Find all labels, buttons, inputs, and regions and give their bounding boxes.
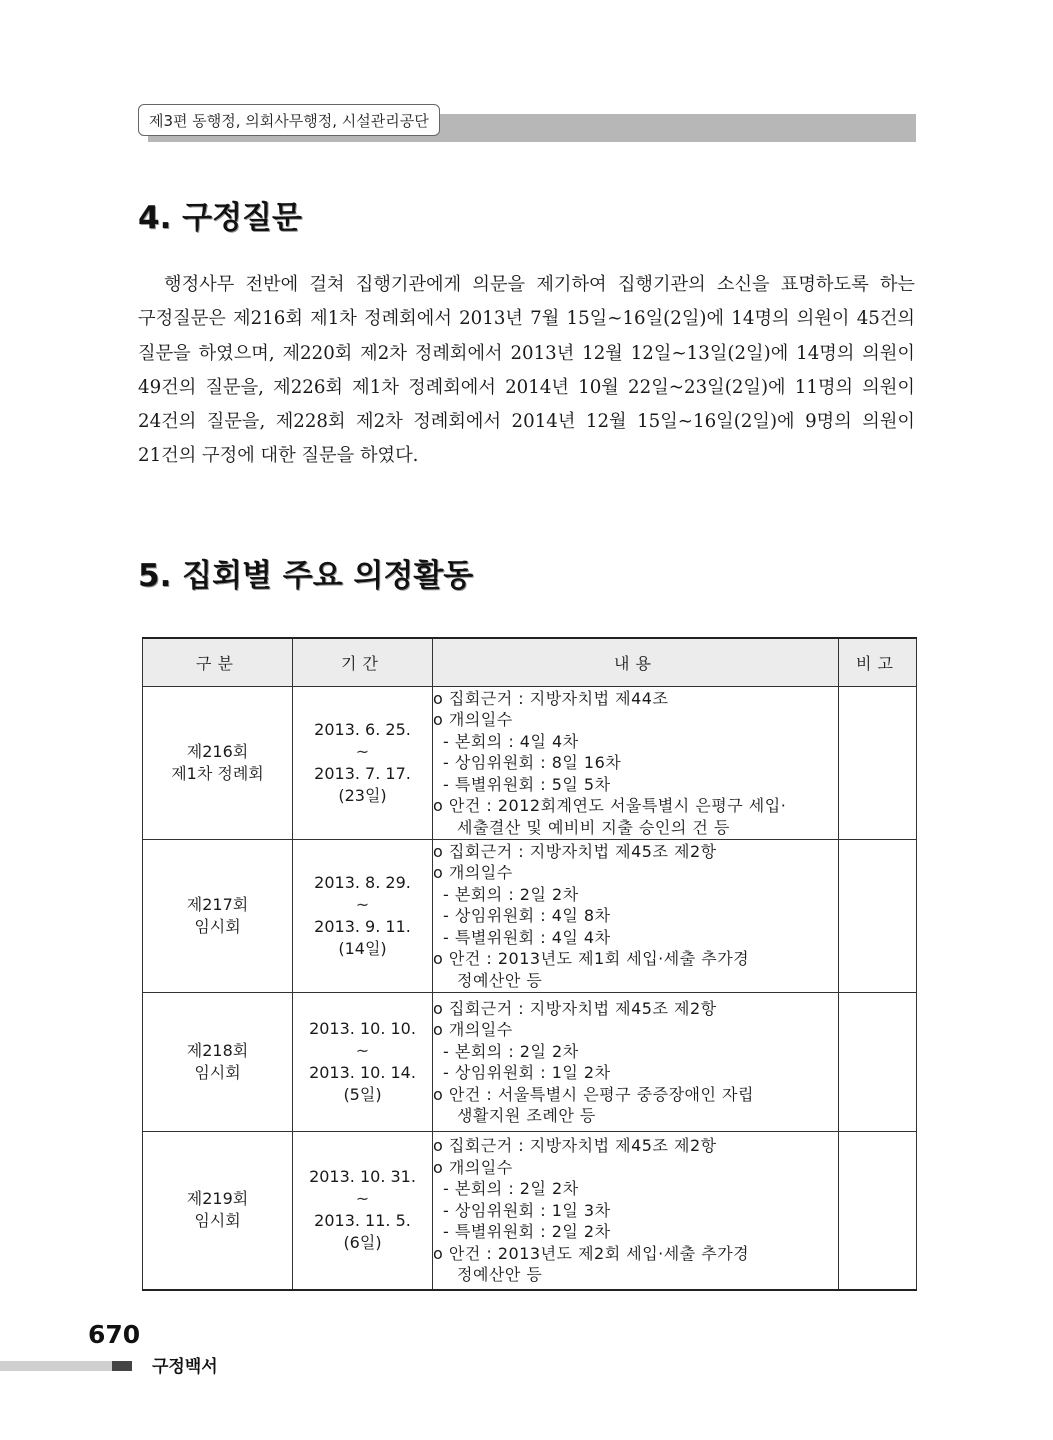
session-cell [143, 1132, 293, 1290]
period-start: 2013. 6. 25. [314, 720, 411, 739]
period-start: 2013. 10. 31. [309, 1167, 416, 1187]
footer-dark-marker [112, 1361, 132, 1371]
period-start: 2013. 8. 29. [314, 873, 411, 892]
session-cell [143, 840, 293, 993]
table-row [143, 1132, 917, 1290]
period-days: (14일) [338, 939, 387, 958]
session-number: 제218회 [186, 1041, 249, 1060]
footer-book-title: 구정백서 [152, 1357, 218, 1377]
content-cell [433, 840, 839, 993]
content-line: o 집회근거 : 지방자치법 제45조 제2항 [433, 1136, 717, 1155]
period-end: 2013. 10. 14. [309, 1063, 416, 1082]
column-header-content: 내용 [433, 638, 839, 687]
content-line: 생활지원 조례안 등 [457, 1106, 596, 1125]
column-header-note: 비고 [839, 638, 917, 687]
period-end: 2013. 7. 17. [314, 764, 411, 783]
period-tilde: ~ [355, 1189, 370, 1209]
chapter-label: 제3편 동행정, 의회사무행정, 시설관리공단 [138, 104, 440, 136]
session-number: 제217회 [186, 895, 249, 914]
table-row [143, 993, 917, 1132]
session-type: 임시회 [194, 1211, 241, 1231]
session-number: 제219회 [186, 1189, 249, 1209]
note-cell [839, 840, 917, 993]
content-line: o 안건 : 2013년도 제1회 세입·세출 추가경 [433, 949, 750, 969]
content-line: o 안건 : 2012회계연도 서울특별시 은평구 세입· [433, 796, 787, 816]
content-line: 정예산안 등 [457, 1265, 543, 1284]
content-line: o 안건 : 2013년도 제2회 세입·세출 추가경 [433, 1243, 750, 1263]
column-header-category: 구분 [143, 638, 293, 687]
content-line: - 본회의 : 2일 2차 [443, 1041, 579, 1061]
session-number: 제216회 [186, 742, 249, 761]
session-cell [143, 687, 293, 840]
content-line: - 특별위원회 : 2일 2차 [443, 1222, 611, 1241]
content-line: o 집회근거 : 지방자치법 제45조 제2항 [433, 998, 717, 1018]
content-line: - 본회의 : 2일 2차 [443, 1179, 579, 1198]
period-end: 2013. 9. 11. [314, 917, 411, 936]
column-header-period: 기간 [293, 638, 433, 687]
content-line: o 개의일수 [433, 1157, 513, 1177]
footer-gray-bar [0, 1361, 112, 1371]
period-cell [293, 687, 433, 840]
table-header-row [143, 638, 917, 687]
period-cell [293, 1132, 433, 1290]
note-cell [839, 1132, 917, 1290]
period-days: (5일) [343, 1085, 382, 1104]
content-line: o 개의일수 [433, 1020, 513, 1039]
content-line: o 개의일수 [433, 710, 513, 730]
period-tilde: ~ [355, 742, 370, 761]
section-4-title: 4. 구정질문 [138, 200, 302, 236]
content-cell [433, 993, 839, 1132]
content-line: o 안건 : 서울특별시 은평구 중증장애인 자립 [433, 1084, 754, 1104]
table-row [143, 840, 917, 993]
page-number: 670 [88, 1320, 141, 1349]
content-line: o 집회근거 : 지방자치법 제44조 [433, 688, 669, 708]
period-days: (23일) [338, 786, 387, 805]
period-start: 2013. 10. 10. [309, 1019, 416, 1038]
content-line: 정예산안 등 [457, 970, 543, 990]
session-activity-table [142, 637, 917, 1291]
content-cell [433, 687, 839, 840]
session-type: 임시회 [194, 1063, 241, 1082]
content-line: 세출결산 및 예비비 지출 승인의 건 등 [457, 817, 730, 837]
period-cell [293, 993, 433, 1132]
note-cell [839, 993, 917, 1132]
content-line: - 상임위원회 : 4일 8차 [443, 906, 611, 926]
content-line: - 상임위원회 : 8일 16차 [443, 753, 622, 773]
content-line: - 본회의 : 2일 2차 [443, 884, 579, 904]
content-line: o 집회근거 : 지방자치법 제45조 제2항 [433, 841, 717, 861]
period-tilde: ~ [355, 895, 370, 914]
session-type: 임시회 [194, 917, 241, 936]
content-line: - 상임위원회 : 1일 2차 [443, 1063, 611, 1082]
section-5-title: 5. 집회별 주요 의정활동 [138, 558, 474, 594]
period-days: (6일) [343, 1233, 382, 1253]
content-line: o 개의일수 [433, 863, 513, 883]
session-cell [143, 993, 293, 1132]
note-cell [839, 687, 917, 840]
content-cell [433, 1132, 839, 1290]
period-end: 2013. 11. 5. [314, 1211, 411, 1231]
content-line: - 특별위원회 : 5일 5차 [443, 774, 611, 794]
content-line: - 상임위원회 : 1일 3차 [443, 1200, 611, 1220]
table-row [143, 687, 917, 840]
period-tilde: ~ [355, 1041, 370, 1060]
content-line: - 본회의 : 4일 4차 [443, 731, 579, 751]
section-4-body: 행정사무 전반에 걸쳐 집행기관에게 의문을 제기하여 집행기관의 소신을 표명하도록 하는 구정질문은 제216회 제1차 정례회에서 2013년 7월 15일∼16일(2일)에 14명의 의원이 45건의 질문을 하였으며, 제220회 제2차 정례회에서 2013년 12월 12일∼13일(2일)에 14명의 의원이 49건의 질문을, 제226회 제1차 정례회에서 2014년 10월 22일~23일(2일)에 11명의 의원이 24건의 질문을, 제228회 제2차 정례회에서 2014년 12월 15일∼16일(2일)에 9명의 의원이 21건의 구정에 대한 질문을 하였다. [138, 274, 915, 467]
session-type: 제1차 정례회 [171, 764, 264, 783]
period-cell [293, 840, 433, 993]
content-line: - 특별위원회 : 4일 4차 [443, 927, 611, 947]
